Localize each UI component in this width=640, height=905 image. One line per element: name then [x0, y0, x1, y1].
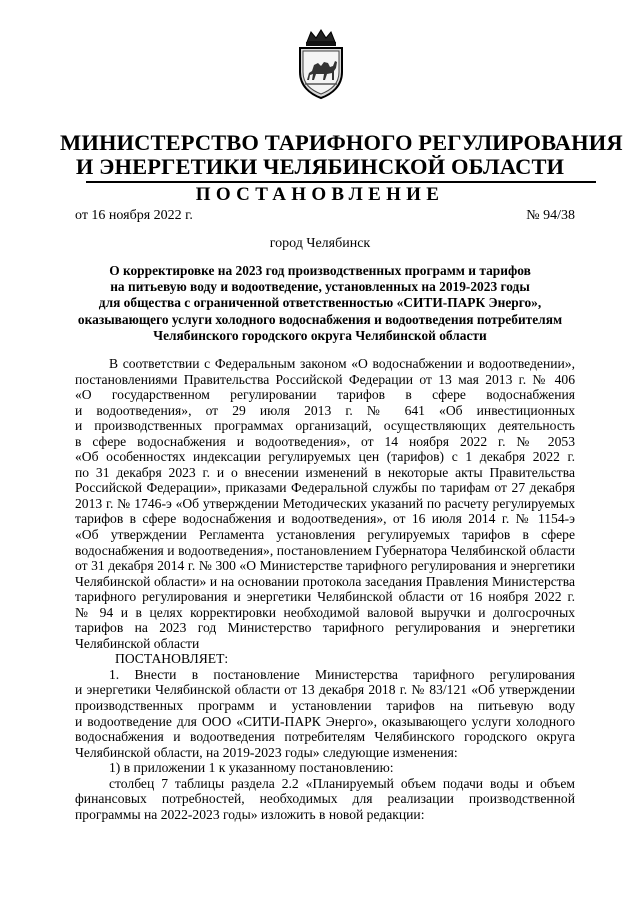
document-body: [75, 356, 575, 822]
body-line: производственных программ и установлении тарифов на питьевую воду: [75, 698, 575, 714]
body-line: от 31 декабря 2014 г. № 300 «О Министерстве тарифного регулирования и энергетики: [75, 558, 575, 574]
body-line: тарифов в сфере водоснабжения и водоотведения», от 16 июля 2014 г. № 1154-э: [75, 511, 575, 527]
body-line: Челябинской области: [75, 635, 200, 651]
body-line: водоснабжения и водоотведения», постановлением Губернатора Челябинской области: [75, 542, 575, 558]
body-line: 1) в приложении 1 к указанному постановлению:: [109, 760, 394, 776]
body-line: В соответствии с Федеральным законом «О водоснабжении и водоотведении»,: [109, 356, 575, 371]
body-line: тарифного регулирования и энергетики Челябинской области от 16 ноября 2022 г.: [75, 589, 575, 605]
body-line: столбец 7 таблицы раздела 2.2 «Планируемый объем подачи воды и объем: [109, 775, 575, 791]
header-divider: [86, 181, 596, 183]
body-line: Челябинской области, на 2019-2023 годы» следующие изменения:: [75, 744, 458, 760]
body-line: «Об особенностях индексации регулируемых цен (тарифов) с 1 декабря 2022 г.: [75, 449, 575, 465]
body-line: тарифов на 2023 год Министерство тарифного регулирования и энергетики: [75, 620, 575, 636]
document-type: ПОСТАНОВЛЕНИЕ: [195, 184, 445, 205]
body-line: финансовых потребностей, необходимых для реализации производственной: [75, 791, 575, 807]
document-number: № 94/38: [526, 208, 575, 223]
document-title: [60, 263, 580, 344]
body-line: и водоотведения», от 29 июля 2013 г. № 641 «Об инвестиционных: [75, 402, 575, 418]
body-line: в сфере водоснабжения и водоотведения», от 14 ноября 2022 г. № 2053: [75, 433, 575, 449]
title-line: О корректировке на 2023 год производственных программ и тарифов: [109, 263, 531, 278]
ministry-name-line2: И ЭНЕРГЕТИКИ ЧЕЛЯБИНСКОЙ ОБЛАСТИ: [75, 154, 565, 179]
title-line: на питьевую воду и водоотведение, установленных на 2019-2023 годы: [110, 279, 530, 295]
title-line: Челябинского городского округа Челябинской области: [153, 327, 487, 343]
body-line: постановлениями Правительства Российской Федерации от 13 мая 2013 г. № 406: [75, 371, 575, 387]
body-line: по 31 декабря 2023 г. и о внесении изменений в некоторые акты Правительства: [75, 464, 575, 480]
body-line: и водоотведение для ООО «СИТИ-ПАРК Энерго», оказывающего услуги холодного: [75, 713, 575, 729]
body-line: 2013 г. № 1746-э «Об утверждении Методических указаний по расчету регулируемых: [75, 495, 575, 511]
title-line: для общества с ограниченной ответственностью «СИТИ-ПАРК Энерго»,: [98, 295, 542, 311]
body-line: № 94 и в целях корректировки необходимой валовой выручки и долгосрочных: [75, 604, 575, 620]
body-line: Челябинской области» и на основании протокола заседания Правления Министерства: [75, 573, 575, 589]
body-line: программы на 2022-2023 годы» изложить в новой редакции:: [75, 806, 425, 822]
coat-of-arms-icon: [292, 28, 350, 100]
body-line: 1. Внести в постановление Министерства тарифного регулирования: [109, 666, 575, 682]
body-line: «О государственном регулировании тарифов в сфере водоснабжения: [75, 387, 575, 403]
body-line: и производственных программах организаций, осуществляющих деятельность: [75, 418, 575, 434]
document-date: от 16 ноября 2022 г.: [75, 208, 193, 223]
body-line: «Об утверждении Регламента установления регулируемых тарифов в сфере: [75, 527, 575, 543]
body-line: водоснабжения и водоотведения потребителям Челябинского городского округа: [75, 729, 575, 745]
body-line: Российской Федерации», приказами Федеральной службы по тарифам от 27 декабря: [75, 480, 575, 496]
resolution-keyword: ПОСТАНОВЛЯЕТ:: [115, 651, 229, 667]
ministry-name-line1: МИНИСТЕРСТВО ТАРИФНОГО РЕГУЛИРОВАНИЯ: [60, 130, 623, 155]
title-line: оказывающего услуги холодного водоснабжения и водоотведения потребителям: [77, 311, 563, 327]
body-line: и энергетики Челябинской области от 13 декабря 2018 г. № 83/121 «Об утверждении: [75, 682, 575, 698]
document-city: город Челябинск: [269, 236, 371, 251]
